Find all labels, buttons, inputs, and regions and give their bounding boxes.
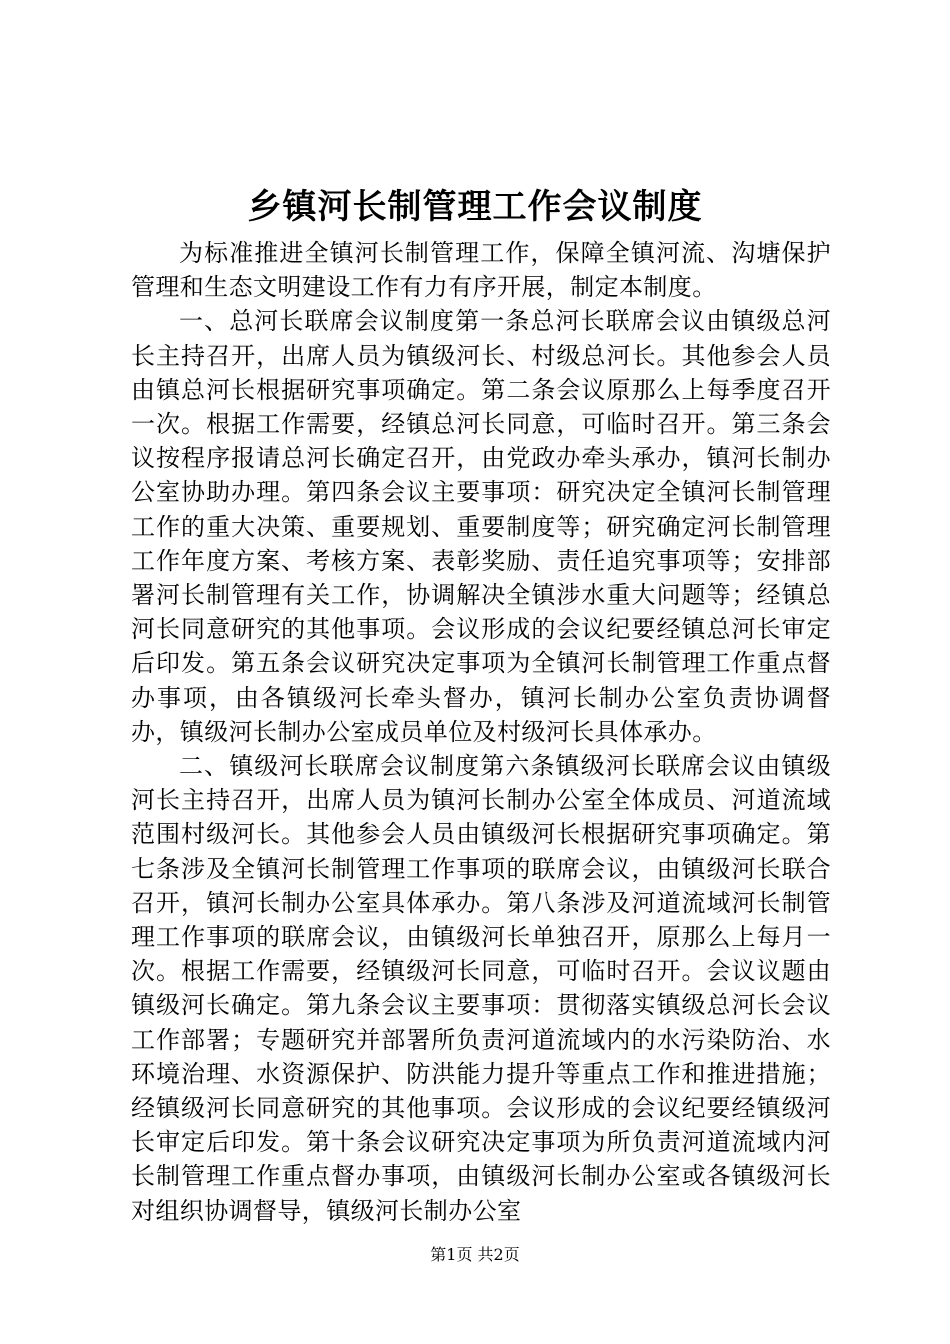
page-footer	[0, 1244, 950, 1266]
page-title: 乡镇河长制管理工作会议制度	[247, 187, 703, 227]
section-2-paragraph: 二、镇级河长联席会议制度第六条镇级河长联席会议由镇级河长主持召开，出席人员为镇河长制办公室全体成员、河道流域范围村级河长。其他参会人员由镇级河长根据研究事项确定。第七条涉及全镇河长制管理工作事项的联席会议，由镇级河长联合召开，镇河长制办公室具体承办。第八条涉及河道流域河长制管理工作事项的联席会议，由镇级河长单独召开，原那么上每月一次。根据工作需要，经镇级河长同意，可临时召开。会议议题由镇级河长确定。第九条会议主要事项：贯彻落实镇级总河长会议工作部署；专题研究并部署所负责河道流域内的水污染防治、水环境治理、水资源保护、防洪能力提升等重点工作和推进措施；经镇级河长同意研究的其他事项。会议形成的会议纪要经镇级河长审定后印发。第十条会议研究决定事项为所负责河道流域内河长制管理工作重点督办事项，由镇级河长制办公室或各镇级河长对组织协调督导，镇级河长制办公室	[131, 752, 831, 1225]
intro-paragraph: 为标准推进全镇河长制管理工作，保障全镇河流、沟塘保护管理和生态文明建设工作有力有序开展，制定本制度。	[131, 239, 831, 302]
section-1-paragraph: 一、总河长联席会议制度第一条总河长联席会议由镇级总河长主持召开，出席人员为镇级河长、村级总河长。其他参会人员由镇总河长根据研究事项确定。第二条会议原那么上每季度召开一次。根据工作需要，经镇总河长同意，可临时召开。第三条会议按程序报请总河长确定召开，由党政办牵头承办，镇河长制办公室协助办理。第四条会议主要事项：研究决定全镇河长制管理工作的重大决策、重要规划、重要制度等；研究确定河长制管理工作年度方案、考核方案、表彰奖励、责任追究事项等；安排部署河长制管理有关工作，协调解决全镇涉水重大问题等；经镇总河长同意研究的其他事项。会议形成的会议纪要经镇总河长审定后印发。第五条会议研究决定事项为全镇河长制管理工作重点督办事项，由各镇级河长牵头督办，镇河长制办公室负责协调督办，镇级河长制办公室成员单位及村级河长具体承办。	[131, 307, 831, 746]
document-body	[131, 236, 831, 1228]
page-number: 第1页 共2页	[430, 1245, 520, 1264]
